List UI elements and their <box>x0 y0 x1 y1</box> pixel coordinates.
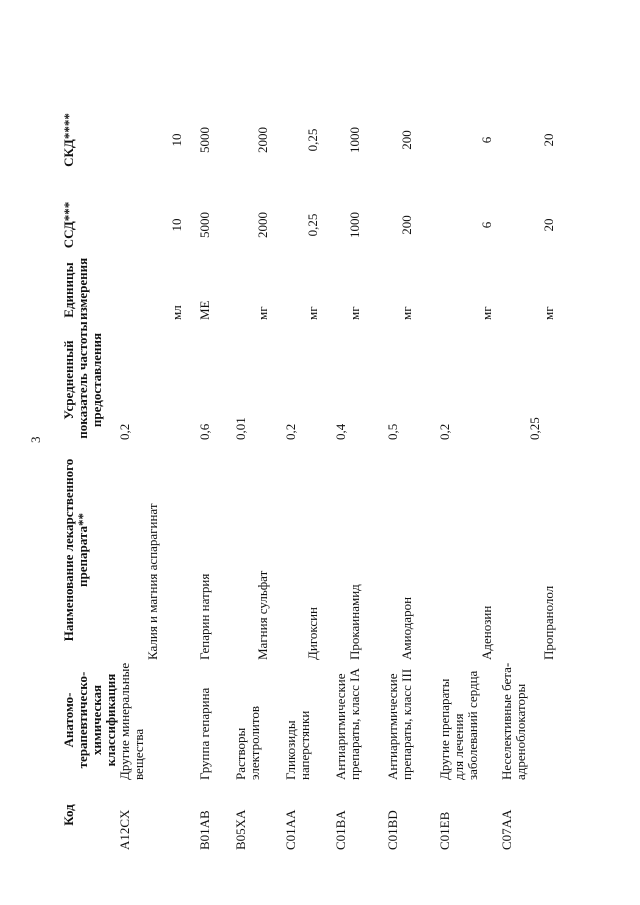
cell-skd: 2000 <box>255 127 270 153</box>
cell-ssd: 2000 <box>255 212 270 238</box>
table-row <box>234 90 284 850</box>
cell-code: C01BA <box>333 810 348 850</box>
table-row <box>118 90 198 850</box>
cell-drug: Дигоксин <box>305 606 320 660</box>
table-row <box>386 90 438 850</box>
cell-drug: Гепарин натрия <box>197 573 212 660</box>
cell-unit: мг <box>255 306 270 320</box>
cell-unit: мг <box>541 306 556 320</box>
header-code: Код <box>61 804 76 826</box>
cell-ssd: 5000 <box>197 212 212 238</box>
cell-frequency: 0,2 <box>117 423 132 440</box>
cell-skd: 10 <box>169 133 184 147</box>
header-ssd: ССД*** <box>61 201 76 249</box>
cell-unit: мг <box>399 306 414 320</box>
cell-code: C01AA <box>283 809 298 850</box>
cell-ssd: 200 <box>399 215 414 235</box>
header-frequency: Усредненный показатель частоты предоставления <box>61 321 104 439</box>
cell-atc: Гликозиды наперстянки <box>283 710 312 780</box>
cell-atc: Антиаритмические препараты, класс IA <box>333 668 362 780</box>
table-row <box>284 90 334 850</box>
cell-drug: Магния сульфат <box>255 570 270 660</box>
cell-drug: Пропранолол <box>541 585 556 660</box>
cell-ssd: 1000 <box>347 212 362 238</box>
cell-ssd: 0,25 <box>305 213 320 237</box>
cell-frequency: 0,01 <box>233 417 248 440</box>
cell-code: C07AA <box>499 809 514 850</box>
cell-unit: мг <box>347 306 362 320</box>
cell-skd: 20 <box>541 133 556 147</box>
cell-frequency: 0,25 <box>527 417 542 440</box>
medication-table <box>62 90 570 850</box>
rotated-page-content <box>62 90 582 850</box>
cell-ssd: 10 <box>169 218 184 232</box>
table-row <box>334 90 386 850</box>
cell-frequency: 0,2 <box>283 423 298 440</box>
cell-frequency: 0,5 <box>385 423 400 440</box>
cell-drug: Аденозин <box>479 605 494 660</box>
cell-frequency: 0,2 <box>437 423 452 440</box>
table-row <box>198 90 234 850</box>
cell-drug: Прокаинамид <box>347 584 362 660</box>
cell-unit: мл <box>169 305 184 320</box>
page-number: 3 <box>28 436 43 443</box>
cell-code: B01AB <box>197 810 212 850</box>
cell-drug: Амиодарон <box>399 596 414 660</box>
table-row <box>438 90 500 850</box>
cell-skd: 6 <box>479 136 494 144</box>
cell-unit: мг <box>305 306 320 320</box>
cell-code: A12CX <box>117 809 132 850</box>
cell-unit: МЕ <box>197 300 212 320</box>
cell-ssd: 6 <box>479 221 494 229</box>
cell-atc: Другие препараты для лечения заболеваний сердца <box>437 670 480 780</box>
cell-atc: Антиаритмические препараты, класс III <box>385 668 414 780</box>
cell-ssd: 20 <box>541 218 556 232</box>
header-unit: Единицы измерения <box>61 257 90 320</box>
cell-frequency: 0,6 <box>197 423 212 440</box>
cell-skd: 5000 <box>197 127 212 153</box>
cell-code: C01BD <box>385 810 400 850</box>
header-skd: СКД**** <box>61 113 76 167</box>
cell-code: C01EB <box>437 811 452 850</box>
cell-code: B05XA <box>233 809 248 850</box>
table-row <box>500 90 570 850</box>
header-atc: Анатомо-терапевтическо-химическая классификация <box>61 671 118 769</box>
cell-unit: мг <box>479 306 494 320</box>
cell-atc: Другие минеральные вещества <box>117 662 146 780</box>
cell-skd: 200 <box>399 130 414 150</box>
table-header-row <box>62 90 118 850</box>
cell-drug: Калия и магния аспарагинат <box>145 503 160 660</box>
cell-frequency: 0,4 <box>333 423 348 440</box>
cell-skd: 0,25 <box>305 128 320 152</box>
cell-atc: Неселективные бета-адреноблокаторы <box>499 662 528 780</box>
header-drug: Наименование лекарственного препарата** <box>61 458 90 642</box>
cell-atc: Группа гепарина <box>197 687 212 780</box>
cell-skd: 1000 <box>347 127 362 153</box>
cell-atc: Растворы электролитов <box>233 705 262 780</box>
